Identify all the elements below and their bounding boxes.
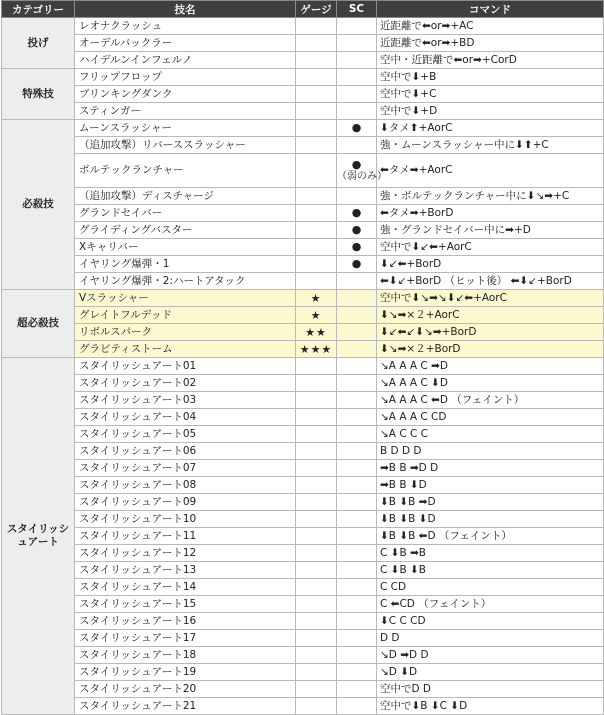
move-name-cell: スタイリッシュアート08	[75, 477, 296, 494]
move-name-cell: スタイリッシュアート01	[75, 358, 296, 375]
sc-mark: ●	[351, 257, 362, 270]
move-name-cell: グランドセイバー	[75, 205, 296, 222]
move-name-cell: スタイリッシュアート14	[75, 579, 296, 596]
move-row	[2, 239, 604, 256]
move-name-cell: イヤリング爆弾・1	[75, 256, 296, 273]
command-cell: ⬇↘➡×２+BorD	[377, 341, 604, 358]
command-cell: 空中で⬇+D	[377, 103, 604, 120]
move-name-cell: レオナクラッシュ	[75, 18, 296, 35]
sc-cell	[337, 103, 377, 120]
sc-cell	[337, 188, 377, 205]
move-name-cell: Vスラッシャー	[75, 290, 296, 307]
command-cell: ⬅タメ➡+BorD	[377, 205, 604, 222]
move-name-cell: ハイデルンインフェルノ	[75, 52, 296, 69]
gauge-cell	[296, 596, 337, 613]
move-row	[2, 681, 604, 698]
gauge-cell	[296, 630, 337, 647]
move-row	[2, 511, 604, 528]
gauge-cell	[296, 392, 337, 409]
sc-cell	[337, 375, 377, 392]
move-row	[2, 154, 604, 188]
gauge-cell	[296, 205, 337, 222]
move-name-cell: スタイリッシュアート03	[75, 392, 296, 409]
gauge-cell	[296, 35, 337, 52]
command-cell: ➡B B ➡D D	[377, 460, 604, 477]
super-move-row	[2, 290, 604, 307]
move-row	[2, 86, 604, 103]
sc-cell	[337, 273, 377, 290]
sc-cell	[337, 460, 377, 477]
command-cell: 強・ボルテックランチャー中に⬇↘➡+C	[377, 188, 604, 205]
move-row	[2, 18, 604, 35]
gauge-cell	[296, 137, 337, 154]
move-name-cell: イヤリング爆弾・2:ハートアタック	[75, 273, 296, 290]
sc-note: （弱のみ）	[337, 170, 387, 182]
gauge-cell	[296, 562, 337, 579]
sc-cell	[337, 528, 377, 545]
move-row	[2, 443, 604, 460]
move-row	[2, 392, 604, 409]
gauge-cell	[296, 239, 337, 256]
command-cell: 近距離で⬅or➡+BD	[377, 35, 604, 52]
move-name-cell: スタイリッシュアート06	[75, 443, 296, 460]
sc-mark: ●	[351, 157, 362, 171]
category-cell: 超必殺技	[2, 290, 75, 358]
move-row	[2, 358, 604, 375]
command-cell: C ⬅CD （フェイント）	[377, 596, 604, 613]
move-row	[2, 647, 604, 664]
sc-cell	[337, 579, 377, 596]
move-row	[2, 477, 604, 494]
command-cell: ↘A A A C CD	[377, 409, 604, 426]
move-name-cell: スティンガー	[75, 103, 296, 120]
move-name-cell: グレイトフルデッド	[75, 307, 296, 324]
move-row	[2, 664, 604, 681]
move-row	[2, 120, 604, 137]
sc-cell	[337, 443, 377, 460]
move-row	[2, 69, 604, 86]
command-cell: ⬇B ⬇B ⬅D （フェイント）	[377, 528, 604, 545]
command-cell: ↘A C C C	[377, 426, 604, 443]
move-name-cell: スタイリッシュアート19	[75, 664, 296, 681]
move-row	[2, 630, 604, 647]
move-name-cell: ブリンキングダンク	[75, 86, 296, 103]
command-cell: ➡B B ⬇D	[377, 477, 604, 494]
command-cell: 強・ムーンスラッシャー中に⬇⬆+C	[377, 137, 604, 154]
sc-cell	[337, 647, 377, 664]
gauge-cell	[296, 545, 337, 562]
category-cell: 特殊技	[2, 69, 75, 120]
move-row	[2, 273, 604, 290]
move-row	[2, 205, 604, 222]
sc-cell	[337, 511, 377, 528]
move-list-table	[1, 0, 604, 715]
command-cell: ⬇↙⬅+BorD	[377, 256, 604, 273]
sc-cell	[337, 613, 377, 630]
table-body	[2, 18, 604, 715]
move-row	[2, 188, 604, 205]
move-name-cell: ボルテックランチャー	[75, 154, 296, 188]
move-name-cell: スタイリッシュアート16	[75, 613, 296, 630]
sc-cell	[337, 35, 377, 52]
command-cell: B D D D	[377, 443, 604, 460]
gauge-cell	[296, 460, 337, 477]
gauge-cell	[296, 579, 337, 596]
sc-cell	[337, 494, 377, 511]
gauge-cell	[296, 86, 337, 103]
sc-cell	[337, 477, 377, 494]
sc-cell	[337, 69, 377, 86]
gauge-cell	[296, 375, 337, 392]
move-row	[2, 596, 604, 613]
gauge-cell	[296, 222, 337, 239]
move-name-cell: リボルスパーク	[75, 324, 296, 341]
gauge-cell: ★	[296, 307, 337, 324]
sc-cell	[337, 358, 377, 375]
command-cell: ⬇↘➡×２+AorC	[377, 307, 604, 324]
move-name-cell: スタイリッシュアート07	[75, 460, 296, 477]
sc-cell	[337, 596, 377, 613]
command-cell: ↘A A A C ⬅D （フェイント）	[377, 392, 604, 409]
move-name-cell: スタイリッシュアート05	[75, 426, 296, 443]
gauge-cell	[296, 426, 337, 443]
move-row	[2, 375, 604, 392]
super-move-row	[2, 324, 604, 341]
gauge-cell	[296, 358, 337, 375]
command-cell: ⬇B ⬇B ➡D	[377, 494, 604, 511]
move-row	[2, 103, 604, 120]
gauge-cell	[296, 256, 337, 273]
command-cell: ↘A A A C ➡D	[377, 358, 604, 375]
sc-cell	[337, 154, 387, 188]
gauge-cell	[296, 52, 337, 69]
header-gauge: ゲージ	[296, 1, 337, 18]
sc-cell	[337, 256, 377, 273]
move-name-cell: スタイリッシュアート17	[75, 630, 296, 647]
command-cell: C ⬇B ⬇B	[377, 562, 604, 579]
move-name-cell: スタイリッシュアート09	[75, 494, 296, 511]
command-cell: 空中・近距離で⬅or➡+CorD	[377, 52, 604, 69]
gauge-cell	[296, 120, 337, 137]
command-cell: ⬇↙⬅↙⬇↘➡+BorD	[377, 324, 604, 341]
command-cell: ⬇タメ⬆+AorC	[377, 120, 604, 137]
move-row	[2, 426, 604, 443]
move-name-cell: スタイリッシュアート10	[75, 511, 296, 528]
move-name-cell: スタイリッシュアート21	[75, 698, 296, 715]
gauge-cell	[296, 613, 337, 630]
category-cell: 投げ	[2, 18, 75, 69]
sc-cell	[337, 409, 377, 426]
category-cell: 必殺技	[2, 120, 75, 290]
gauge-cell	[296, 698, 337, 715]
super-move-row	[2, 307, 604, 324]
gauge-cell: ★★★	[296, 341, 337, 358]
sc-mark: ●	[351, 206, 362, 219]
sc-cell	[337, 341, 377, 358]
sc-cell	[337, 630, 377, 647]
move-name-cell: （追加攻撃）リバーススラッシャー	[75, 137, 296, 154]
gauge-cell	[296, 528, 337, 545]
sc-cell	[337, 324, 377, 341]
gauge-cell	[296, 647, 337, 664]
command-cell: 近距離で⬅or➡+AC	[377, 18, 604, 35]
move-name-cell: オーデルバックラー	[75, 35, 296, 52]
header-category: カテゴリー	[2, 1, 75, 18]
gauge-cell	[296, 681, 337, 698]
sc-cell	[337, 392, 377, 409]
sc-cell	[337, 307, 377, 324]
gauge-cell	[296, 409, 337, 426]
move-name-cell: スタイリッシュアート02	[75, 375, 296, 392]
command-cell: D D	[377, 630, 604, 647]
command-cell: 空中で⬇+B	[377, 69, 604, 86]
command-cell: ⬇B ⬇B ⬇D	[377, 511, 604, 528]
gauge-cell	[296, 511, 337, 528]
move-row	[2, 137, 604, 154]
super-move-row	[2, 341, 604, 358]
sc-cell	[337, 545, 377, 562]
move-name-cell: スタイリッシュアート13	[75, 562, 296, 579]
command-cell: ⬅⬇↙+BorD （ヒット後） ⬅⬇↙+BorD	[377, 273, 604, 290]
sc-cell	[337, 562, 377, 579]
command-cell: 空中で⬇↘➡↘⬇↙⬅+AorC	[377, 290, 604, 307]
move-row	[2, 579, 604, 596]
command-cell: 空中で⬇+C	[377, 86, 604, 103]
move-row	[2, 545, 604, 562]
sc-cell	[337, 205, 377, 222]
move-name-cell: ムーンスラッシャー	[75, 120, 296, 137]
move-name-cell: スタイリッシュアート04	[75, 409, 296, 426]
sc-mark: ●	[351, 240, 362, 253]
gauge-cell	[296, 154, 337, 188]
move-row	[2, 52, 604, 69]
move-name-cell: スタイリッシュアート11	[75, 528, 296, 545]
sc-cell	[337, 222, 377, 239]
gauge-cell	[296, 188, 337, 205]
gauge-cell	[296, 273, 337, 290]
gauge-cell: ★★	[296, 324, 337, 341]
move-name-cell: グラビティストーム	[75, 341, 296, 358]
move-row	[2, 494, 604, 511]
move-row	[2, 562, 604, 579]
header-command: コマンド	[377, 1, 604, 18]
command-cell: ⬅タメ➡+AorC	[377, 154, 604, 188]
move-name-cell: Xキャリバー	[75, 239, 296, 256]
move-row	[2, 35, 604, 52]
sc-cell	[337, 681, 377, 698]
sc-cell	[337, 137, 377, 154]
gauge-cell	[296, 477, 337, 494]
sc-cell	[337, 664, 377, 681]
command-cell: ↘A A A C ⬇D	[377, 375, 604, 392]
sc-cell	[337, 426, 377, 443]
move-name-cell: スタイリッシュアート20	[75, 681, 296, 698]
gauge-cell	[296, 18, 337, 35]
sc-cell	[337, 290, 377, 307]
gauge-cell	[296, 69, 337, 86]
move-name-cell: グライディングバスター	[75, 222, 296, 239]
gauge-cell	[296, 103, 337, 120]
move-row	[2, 698, 604, 715]
gauge-cell	[296, 443, 337, 460]
command-cell: ⬇C C CD	[377, 613, 604, 630]
sc-cell	[337, 698, 377, 715]
header-move-name: 技名	[75, 1, 296, 18]
move-name-cell: （追加攻撃）ディスチャージ	[75, 188, 296, 205]
move-row	[2, 528, 604, 545]
move-row	[2, 613, 604, 630]
category-cell: スタイリッシュアート	[2, 358, 75, 715]
command-cell: ↘D ⬇D	[377, 664, 604, 681]
command-cell: C CD	[377, 579, 604, 596]
sc-cell	[337, 52, 377, 69]
move-name-cell: スタイリッシュアート18	[75, 647, 296, 664]
header-row	[2, 1, 604, 18]
move-row	[2, 460, 604, 477]
gauge-cell	[296, 494, 337, 511]
move-name-cell: スタイリッシュアート12	[75, 545, 296, 562]
move-row	[2, 256, 604, 273]
sc-cell	[337, 86, 377, 103]
header-sc: SC	[337, 1, 377, 18]
gauge-cell	[296, 664, 337, 681]
sc-cell	[337, 120, 377, 137]
sc-cell	[337, 239, 377, 256]
move-row	[2, 222, 604, 239]
move-row	[2, 409, 604, 426]
command-cell: 空中で⬇B ⬇C ⬇D	[377, 698, 604, 715]
sc-mark: ●	[351, 121, 362, 134]
sc-cell	[337, 18, 377, 35]
command-cell: C ⬇B ➡B	[377, 545, 604, 562]
command-cell: 空中で⬇↙⬅+AorC	[377, 239, 604, 256]
sc-mark: ●	[351, 223, 362, 236]
move-name-cell: フリップフロップ	[75, 69, 296, 86]
move-name-cell: スタイリッシュアート15	[75, 596, 296, 613]
command-cell: 強・グランドセイバー中に➡+D	[377, 222, 604, 239]
command-cell: 空中でD D	[377, 681, 604, 698]
gauge-cell: ★	[296, 290, 337, 307]
command-cell: ↘D ➡D D	[377, 647, 604, 664]
